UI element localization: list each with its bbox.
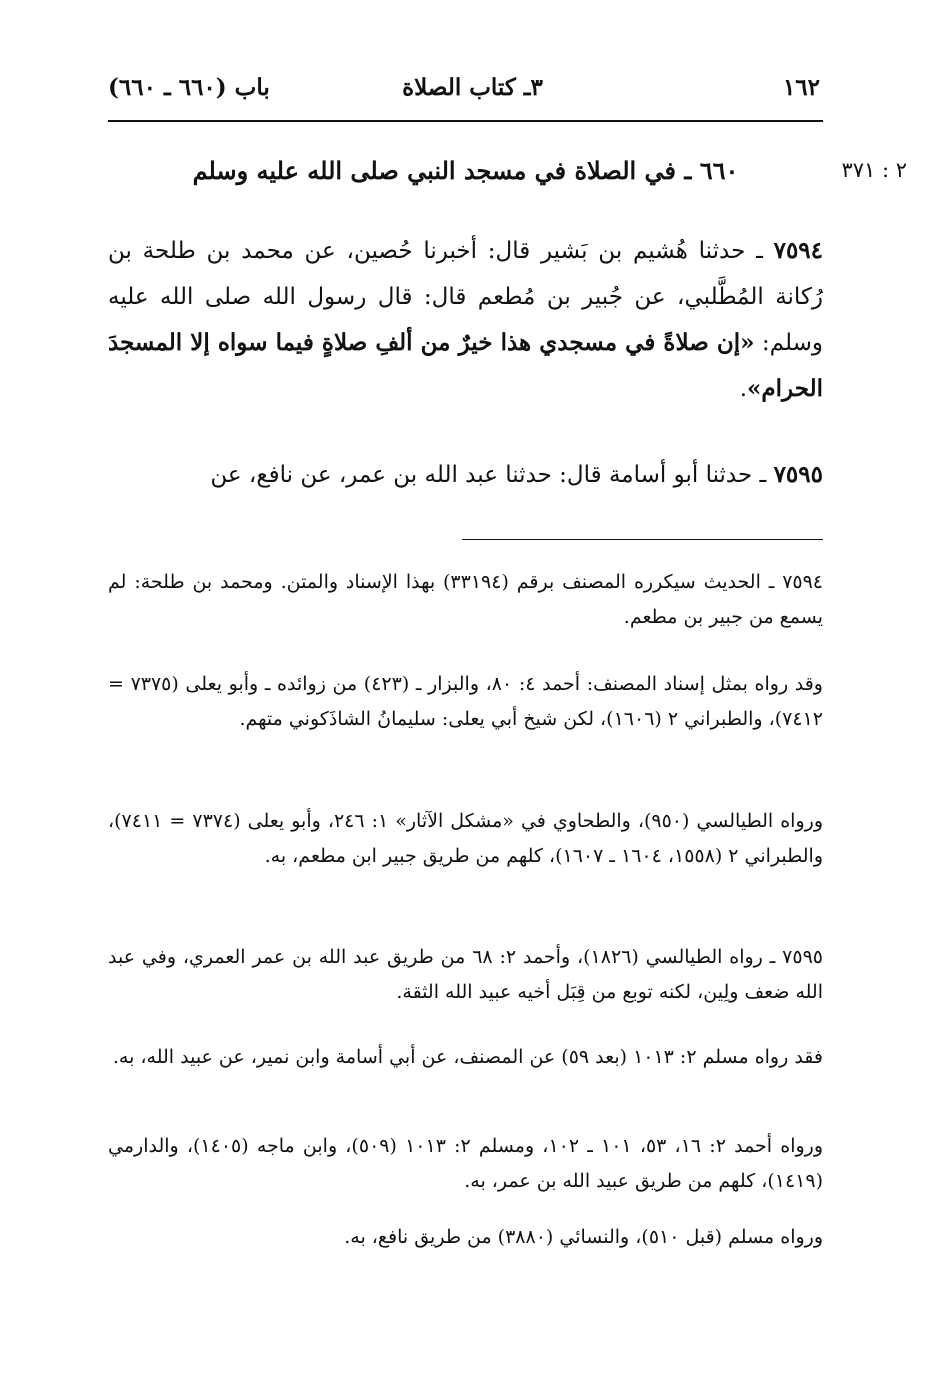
footnote: وقد رواه بمثل إسناد المصنف: أحمد ٤: ٨٠، والبزار ـ (٤٢٣) من زوائده ـ وأبو يعلى (٧٣٧٥ = ٧٤١٢)، والطبراني ٢ (١٦٠٦)، لكن شيخ أبي يعلى: سليمانُ الشاذَكوني متهم. [108, 673, 823, 730]
section-title: ٦٦٠ ـ في الصلاة في مسجد النبي صلى الله عليه وسلم [192, 156, 739, 185]
page-number: ١٦٢ [782, 74, 820, 101]
footnote-rule [462, 539, 823, 540]
hadith-7594 [108, 228, 823, 412]
hadith-number: ٧٥٩٥ [773, 461, 823, 488]
chapter-range: باب (٦٦٠ ـ ٦٦٠) [108, 74, 270, 101]
hadith-text: ـ حدثنا أبو أسامة قال: حدثنا عبد الله بن عمر، عن نافع، عن [210, 462, 767, 488]
hadith-number: ٧٥٩٤ [773, 237, 824, 264]
margin-reference: ٢ : ٣٧١ [841, 158, 907, 182]
footnote: ورواه مسلم (قبل ٥١٠)، والنسائي (٣٨٨٠) من طريق نافع، به. [344, 1226, 823, 1248]
footnote: ورواه الطيالسي (٩٥٠)، والطحاوي في «مشكل الآثار» ١: ٢٤٦، وأبو يعلى (٧٣٧٤ = ٧٤١١)، والطبراني ٢ (١٥٥٨، ١٦٠٤ ـ ١٦٠٧)، كلهم من طريق جبير ابن مطعم، به. [108, 810, 823, 867]
footnote: فقد رواه مسلم ٢: ١٠١٣ (بعد ٥٩) عن المصنف، عن أبي أسامة وابن نمير، عن عبيد الله، به. [112, 1046, 823, 1068]
footnote: ورواه أحمد ٢: ١٦، ٥٣، ١٠١ ـ ١٠٢، ومسلم ٢: ١٠١٣ (٥٠٩)، وابن ماجه (١٤٠٥)، والدارمي (١٤١٩)، كلهم من طريق عبيد الله بن عمر، به. [108, 1135, 824, 1192]
footnote: ٧٥٩٥ ـ رواه الطيالسي (١٨٢٦)، وأحمد ٢: ٦٨ من طريق عبد الله بن عمر العمري، وفي عبد الله ضعف ولِين، لكنه توبع من قِبَل أخيه عبيد الله الثقة. [108, 946, 823, 1003]
hadith-quote: «إن صلاةً في مسجدي هذا خيرٌ من ألفِ صلاةٍ فيما سواه إلا المسجدَ الحرام» [108, 329, 823, 402]
header-rule [108, 120, 823, 122]
hadith-end: . [739, 376, 748, 402]
footnote: ٧٥٩٤ ـ الحديث سيكرره المصنف برقم (٣٣١٩٤) بهذا الإسناد والمتن. ومحمد بن طلحة: لم يسمع من جبير بن مطعم. [108, 571, 824, 628]
book-title: ٣ـ كتاب الصلاة [402, 74, 543, 101]
hadith-text: ـ حدثنا هُشيم بن بَشير قال: أخبرنا حُصين، عن محمد بن طلحة بن رُكانة المُطَّلبي، عن جُبير بن مُطعم قال: قال رسول الله صلى الله عليه وسلم: [108, 238, 823, 356]
hadith-7595 [108, 452, 823, 498]
